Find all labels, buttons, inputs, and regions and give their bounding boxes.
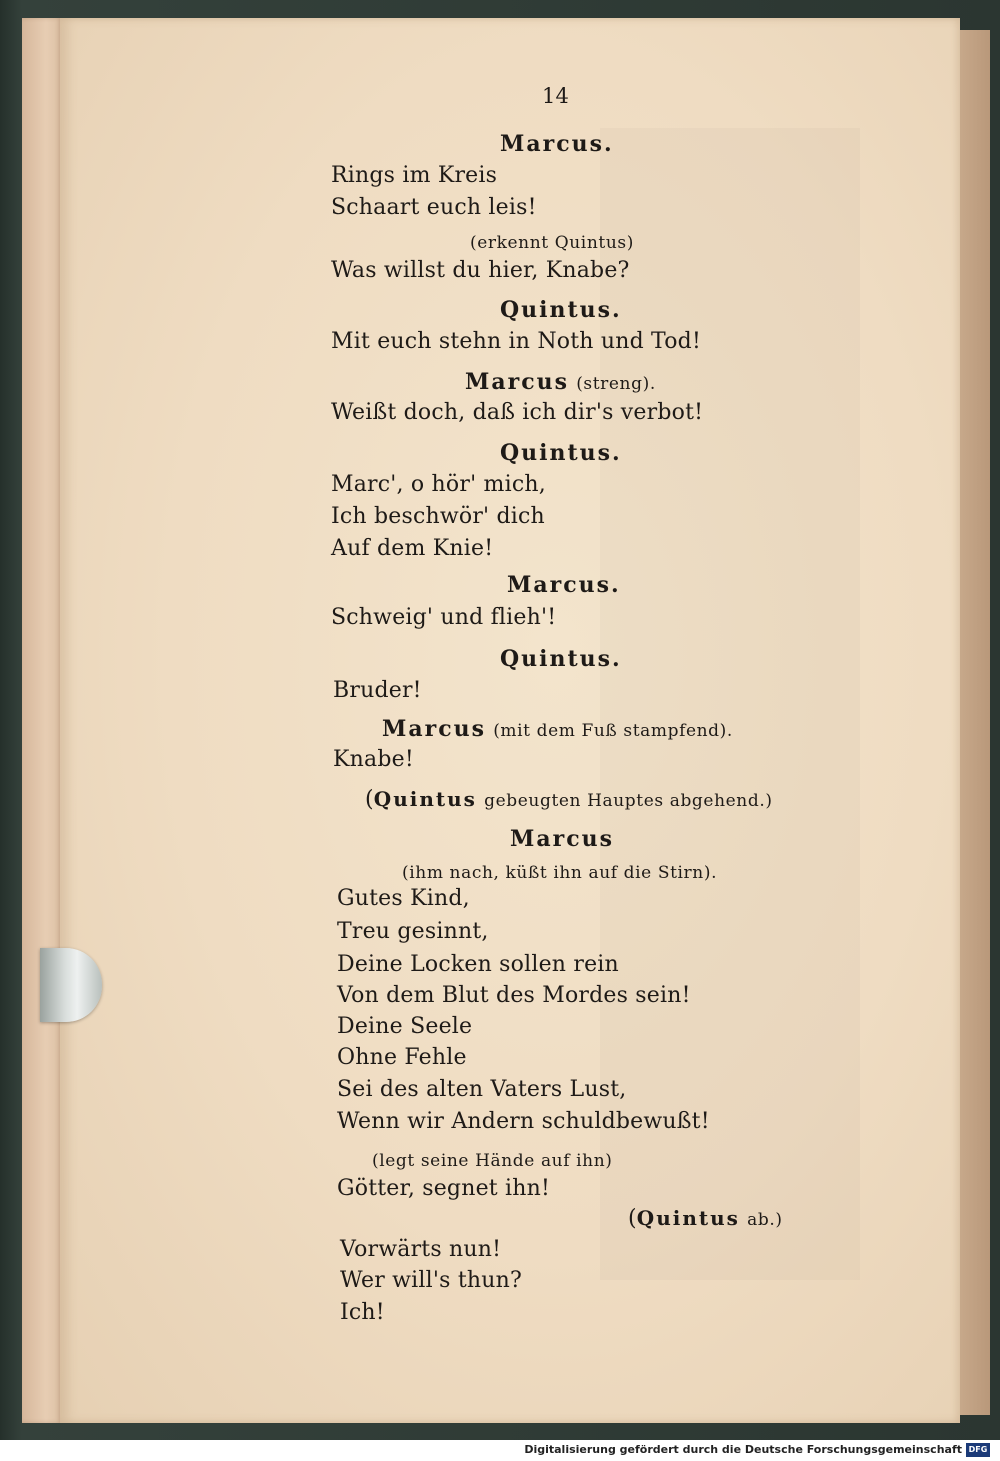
verse-line: Rings im Kreis [331,163,498,188]
speaker-heading: Marcus [510,826,614,852]
page-number: 14 [542,84,570,108]
verse-line: Wenn wir Andern schuldbewußt! [337,1109,710,1134]
verse-line: Knabe! [333,747,414,772]
exit-note: gebeugten Hauptes abgehend.) [484,791,773,811]
verse-line: Deine Locken sollen rein [337,952,619,977]
stage-direction: (erkennt Quintus) [470,233,634,253]
funding-credit: Digitalisierung gefördert durch die Deutsche Forschungsgemeinschaft [524,1443,962,1456]
verse-line: Ich! [340,1300,385,1325]
exit-speaker: Quintus [636,1206,740,1230]
exit-note: ab.) [747,1210,783,1230]
verse-line: Gutes Kind, [337,886,470,911]
verse-line: Bruder! [333,678,422,703]
verse-line: Mit euch stehn in Noth und Tod! [331,329,701,354]
exit-open-paren: ( [628,1206,637,1231]
verse-line: Auf dem Knie! [331,536,494,561]
dfg-logo-icon: DFG [966,1443,990,1457]
exit-speaker: Quintus [373,787,477,811]
stage-direction: (legt seine Hände auf ihn) [372,1151,613,1171]
speaker-heading-with-note [465,369,656,397]
verse-line: Deine Seele [337,1014,473,1039]
speaker-heading: Quintus. [500,646,622,672]
verse-line: Sei des alten Vaters Lust, [337,1077,627,1102]
verse-line: Schweig' und flieh'! [331,605,557,630]
verse-line: Marc', o hör' mich, [331,472,546,497]
speaker-name: Marcus [382,716,486,742]
verse-line: Von dem Blut des Mordes sein! [337,983,691,1008]
verse-line: Ich beschwör' dich [331,504,545,529]
exit-direction [365,786,773,814]
speaker-note: (mit dem Fuß stampfend). [493,721,733,741]
speaker-heading: Marcus. [507,572,621,598]
speaker-name: Marcus [465,369,569,395]
speaker-heading: Quintus. [500,440,622,466]
stage-direction: (ihm nach, küßt ihn auf die Stirn). [402,863,718,883]
verse-line: Wer will's thun? [340,1268,522,1293]
exit-direction [628,1205,783,1233]
verse-line: Treu gesinnt, [337,919,489,944]
verse-line: Ohne Fehle [337,1045,467,1070]
speaker-heading: Marcus. [500,131,614,157]
verse-line: Vorwärts nun! [340,1237,502,1262]
verse-line: Schaart euch leis! [331,195,537,220]
speaker-heading: Quintus. [500,297,622,323]
digitization-footer [0,1440,1000,1461]
verse-line: Götter, segnet ihn! [337,1176,551,1201]
speaker-note: (streng). [576,374,656,394]
verse-line: Weißt doch, daß ich dir's verbot! [331,400,704,425]
exit-open-paren: ( [365,787,374,812]
speaker-heading-with-note [382,716,733,744]
verse-line: Was willst du hier, Knabe? [331,258,630,283]
